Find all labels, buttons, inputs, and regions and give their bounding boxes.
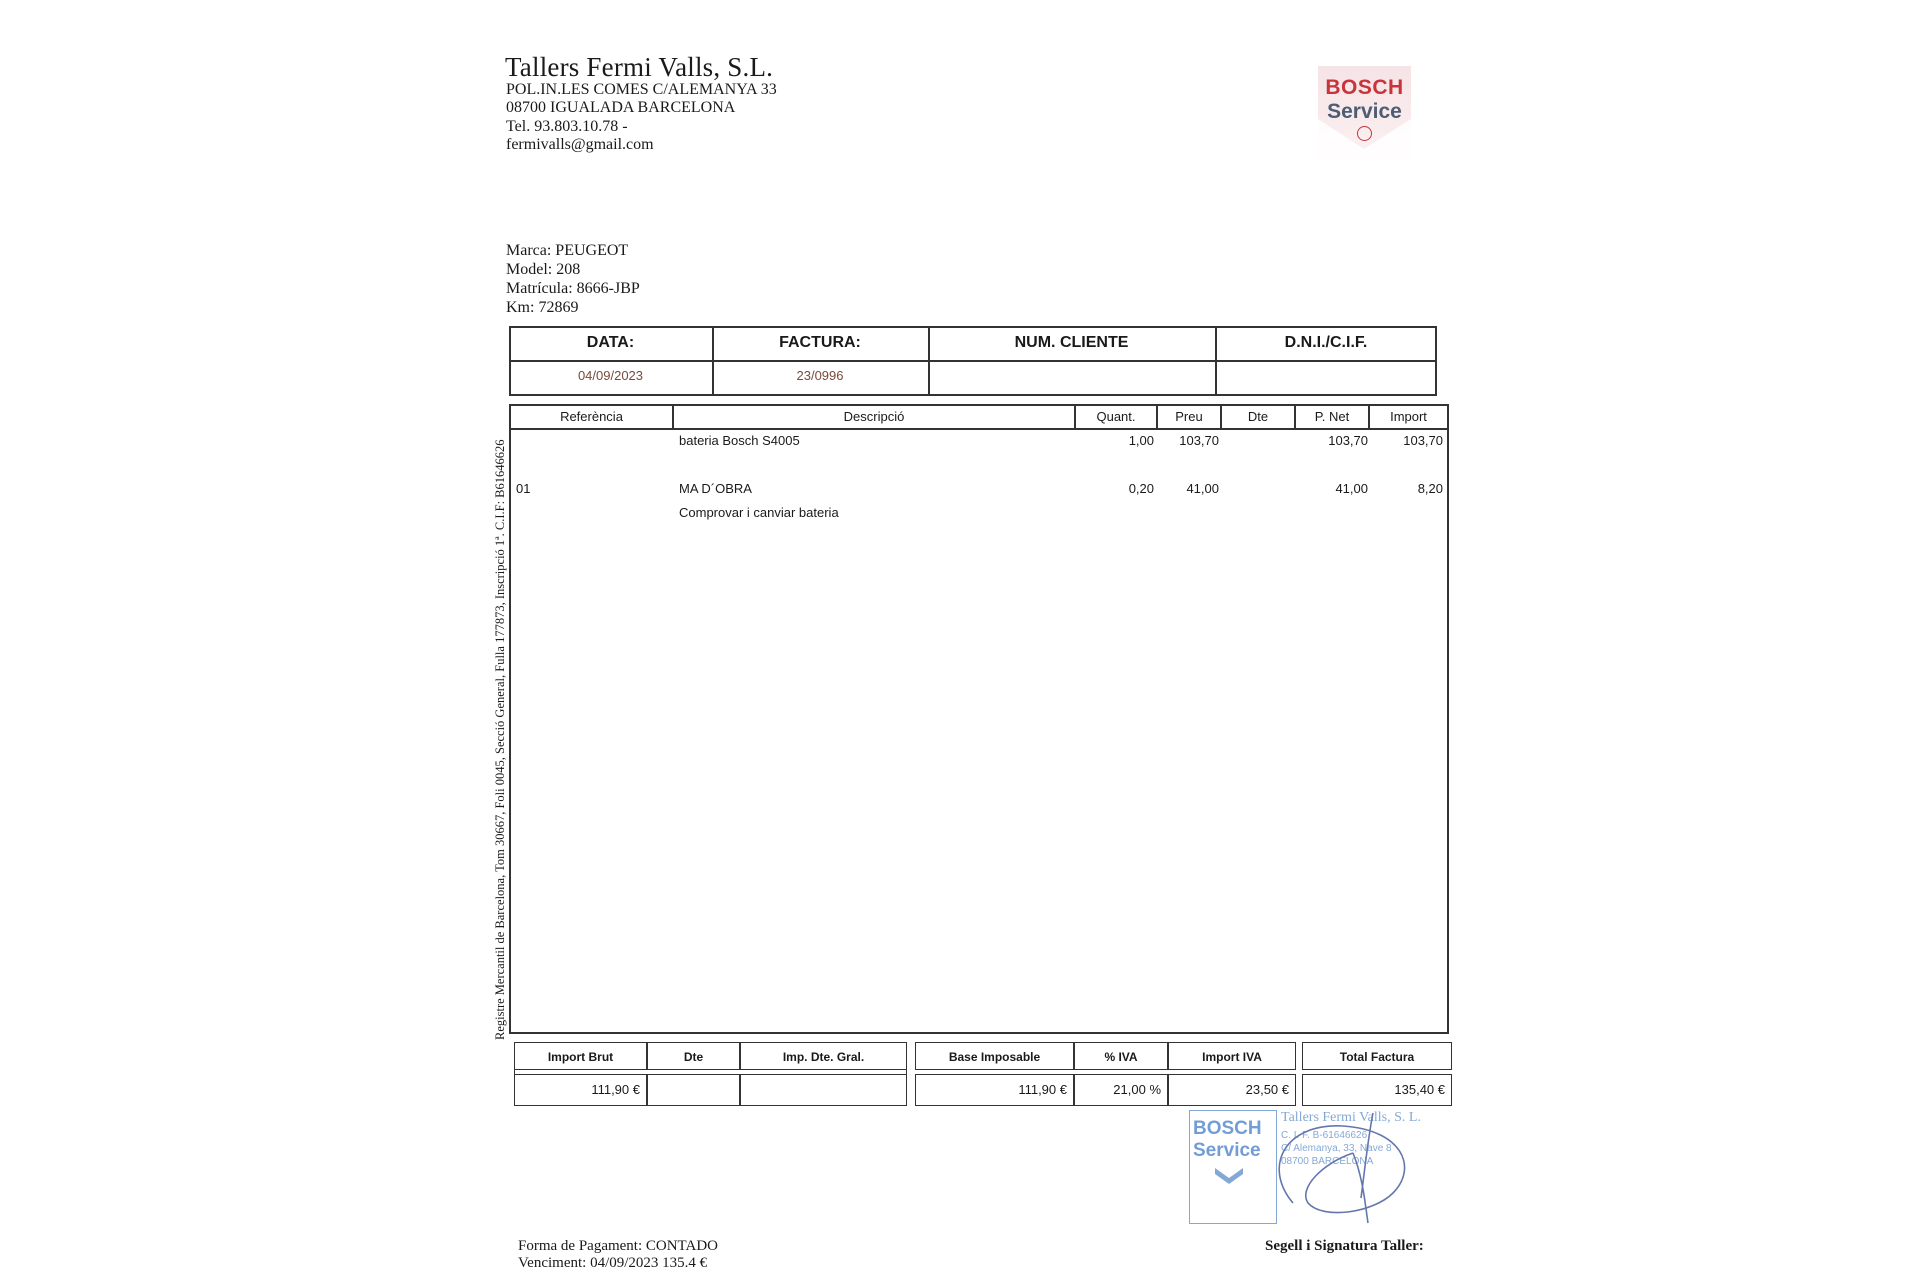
company-address-line1: POL.IN.LES COMES C/ALEMANYA 33 xyxy=(506,81,777,98)
stamp-chevron-icon xyxy=(1215,1168,1243,1192)
col-header-description: Descripció xyxy=(674,406,1076,430)
import-brut-value: 111,90 € xyxy=(514,1074,647,1106)
company-address-line2: 08700 IGUALADA BARCELONA xyxy=(506,99,736,116)
item-quantity: 1,00 xyxy=(1128,433,1154,448)
bosch-service-logo xyxy=(1318,66,1411,159)
stamp-address: C/ Alemanya, 33, Nave 8 xyxy=(1281,1143,1392,1154)
import-brut-header: Import Brut xyxy=(514,1042,647,1070)
col-header-import: Import xyxy=(1370,406,1447,430)
general-discount-header: Imp. Dte. Gral. xyxy=(740,1042,907,1070)
stamp-cif: C. I. F. B-61646626 xyxy=(1281,1130,1368,1141)
stamp-company-name: Tallers Fermi Valls, S. L. xyxy=(1281,1110,1421,1125)
vat-percent-value: 21,00 % xyxy=(1074,1074,1168,1106)
vat-amount-value: 23,50 € xyxy=(1168,1074,1296,1106)
due-date: Venciment: 04/09/2023 135.4 € xyxy=(518,1255,708,1271)
col-header-net-price: P. Net xyxy=(1296,406,1370,430)
col-header-reference: Referència xyxy=(511,406,674,430)
item-description: MA D´OBRA xyxy=(679,481,752,496)
vehicle-brand: Marca: PEUGEOT xyxy=(506,242,629,259)
item-quantity: 0,20 xyxy=(1128,481,1154,496)
bosch-armature-icon xyxy=(1357,126,1372,141)
signature-label: Segell i Signatura Taller: xyxy=(1265,1238,1424,1254)
discount-header: Dte xyxy=(647,1042,740,1070)
vehicle-km: Km: 72869 xyxy=(506,299,579,316)
payment-method: Forma de Pagament: CONTADO xyxy=(518,1238,719,1254)
total-invoice-value: 135,40 € xyxy=(1302,1074,1452,1106)
col-header-quantity: Quant. xyxy=(1076,406,1158,430)
stamp-service-text: Service xyxy=(1193,1140,1261,1161)
company-stamp xyxy=(1183,1108,1428,1226)
tax-base-header: Base Imposable xyxy=(915,1042,1074,1070)
vat-percent-header: % IVA xyxy=(1074,1042,1168,1070)
logo-bosch-text: BOSCH xyxy=(1325,76,1404,99)
dni-cif-header: D.N.I./C.I.F. xyxy=(1284,334,1368,351)
discount-value xyxy=(647,1074,740,1106)
company-name: Tallers Fermi Valls, S.L. xyxy=(505,52,774,82)
general-discount-value xyxy=(740,1074,907,1106)
items-table xyxy=(509,404,1449,1034)
date-header: DATA: xyxy=(586,334,635,351)
vat-amount-header: Import IVA xyxy=(1168,1042,1296,1070)
company-phone: Tel. 93.803.10.78 - xyxy=(506,118,628,135)
col-header-discount: Dte xyxy=(1222,406,1296,430)
invoice-number-header: FACTURA: xyxy=(779,334,861,351)
invoice-date: 04/09/2023 xyxy=(577,368,644,383)
item-description: bateria Bosch S4005 xyxy=(679,433,800,448)
item-reference: 01 xyxy=(516,481,531,496)
col-header-price: Preu xyxy=(1158,406,1222,430)
vehicle-plate: Matrícula: 8666-JBP xyxy=(506,280,640,297)
vehicle-model: Model: 208 xyxy=(506,261,581,278)
item-price: 103,70 xyxy=(1179,433,1219,448)
company-email: fermivalls@gmail.com xyxy=(506,136,654,153)
item-price: 41,00 xyxy=(1186,481,1219,496)
item-description: Comprovar i canviar bateria xyxy=(679,505,839,520)
registry-info: Registre Mercantil de Barcelona, Tom 30667, Foli 0045, Secció General, Fulla 177873, Inscripció 1ª. C.I.F: B61646626 xyxy=(493,439,507,1040)
stamp-city: 08700 BARCELONA xyxy=(1281,1156,1374,1167)
logo-service-text: Service xyxy=(1327,100,1402,123)
invoice-number: 23/0996 xyxy=(796,368,844,383)
stamp-bosch-text: BOSCH xyxy=(1193,1118,1262,1139)
item-import: 103,70 xyxy=(1403,433,1443,448)
total-invoice-header: Total Factura xyxy=(1302,1042,1452,1070)
item-net-price: 41,00 xyxy=(1335,481,1368,496)
tax-base-value: 111,90 € xyxy=(915,1074,1074,1106)
item-import: 8,20 xyxy=(1417,481,1443,496)
item-net-price: 103,70 xyxy=(1328,433,1368,448)
client-number-header: NUM. CLIENTE xyxy=(1014,334,1129,351)
handwritten-signature xyxy=(1253,1108,1423,1226)
